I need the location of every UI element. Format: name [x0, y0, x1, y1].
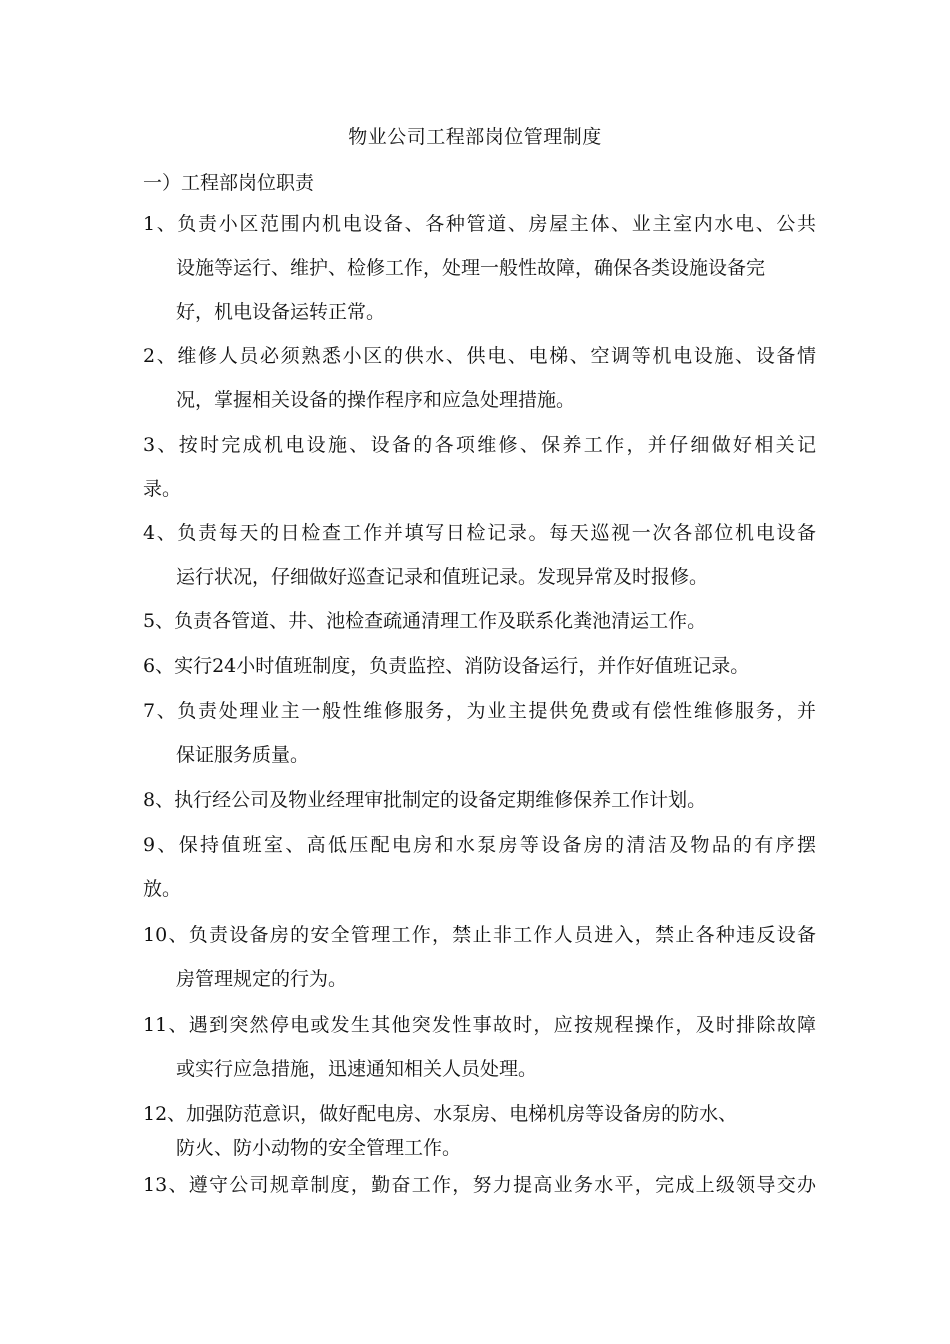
duty-item-1 [143, 211, 823, 325]
duty-line: 11、遇到突然停电或发生其他突发性事故时，应按规程操作，及时排除故障 [143, 1014, 816, 1036]
duty-item-9 [143, 832, 823, 902]
duty-line: 保证服务质量。 [176, 744, 310, 766]
duty-item-5 [143, 608, 823, 634]
duty-item-7 [143, 698, 823, 768]
duty-item-6 [143, 653, 823, 679]
duty-line: 设施等运行、维护、检修工作，处理一般性故障，确保各类设施设备完 [176, 257, 766, 279]
duty-line: 运行状况，仔细做好巡查记录和值班记录。发现异常及时报修。 [176, 566, 709, 588]
duty-line: 7、负责处理业主一般性维修服务，为业主提供免费或有偿性维修服务，并 [143, 700, 816, 722]
duty-line: 房管理规定的行为。 [176, 968, 348, 990]
duty-line: 9、保持值班室、高低压配电房和水泵房等设备房的清洁及物品的有序摆 [143, 834, 816, 856]
duty-line: 3、按时完成机电设施、设备的各项维修、保养工作，并仔细做好相关记 [143, 434, 816, 456]
duty-line: 12、加强防范意识，做好配电房、水泵房、电梯机房等设备房的防水、 [143, 1103, 738, 1125]
duty-line: 5、负责各管道、井、池检查疏通清理工作及联系化粪池清运工作。 [143, 610, 707, 632]
duty-line: 况，掌握相关设备的操作程序和应急处理措施。 [176, 389, 576, 411]
duty-line: 4、负责每天的日检查工作并填写日检记录。每天巡视一次各部位机电设备 [143, 522, 816, 544]
duty-item-4 [143, 520, 823, 590]
section-heading: 一）工程部岗位职责 [143, 172, 315, 194]
duty-line: 录。 [143, 478, 182, 500]
duty-item-12 [143, 1101, 823, 1161]
duty-line: 或实行应急措施，迅速通知相关人员处理。 [176, 1058, 538, 1080]
duty-line: 8、执行经公司及物业经理审批制定的设备定期维修保养工作计划。 [143, 789, 707, 811]
duty-item-13 [143, 1172, 823, 1198]
duty-line: 10、负责设备房的安全管理工作，禁止非工作人员进入，禁止各种违反设备 [143, 924, 816, 946]
duty-line: 放。 [143, 878, 182, 900]
duty-line: 1、负责小区范围内机电设备、各种管道、房屋主体、业主室内水电、公共 [143, 213, 816, 235]
duty-line: 防火、防小动物的安全管理工作。 [176, 1137, 462, 1159]
duty-item-8 [143, 787, 823, 813]
duty-item-11 [143, 1012, 823, 1082]
duty-item-10 [143, 922, 823, 992]
document-title: 物业公司工程部岗位管理制度 [348, 126, 602, 148]
duty-line: 好，机电设备运转正常。 [176, 301, 386, 323]
duty-line: 13、遵守公司规章制度，勤奋工作，努力提高业务水平，完成上级领导交办 [143, 1174, 816, 1196]
duty-line: 6、实行24小时值班制度，负责监控、消防设备运行，并作好值班记录。 [143, 655, 750, 677]
duty-line: 2、维修人员必须熟悉小区的供水、供电、电梯、空调等机电设施、设备情 [143, 345, 816, 367]
duty-item-3 [143, 432, 823, 502]
duty-item-2 [143, 343, 823, 413]
